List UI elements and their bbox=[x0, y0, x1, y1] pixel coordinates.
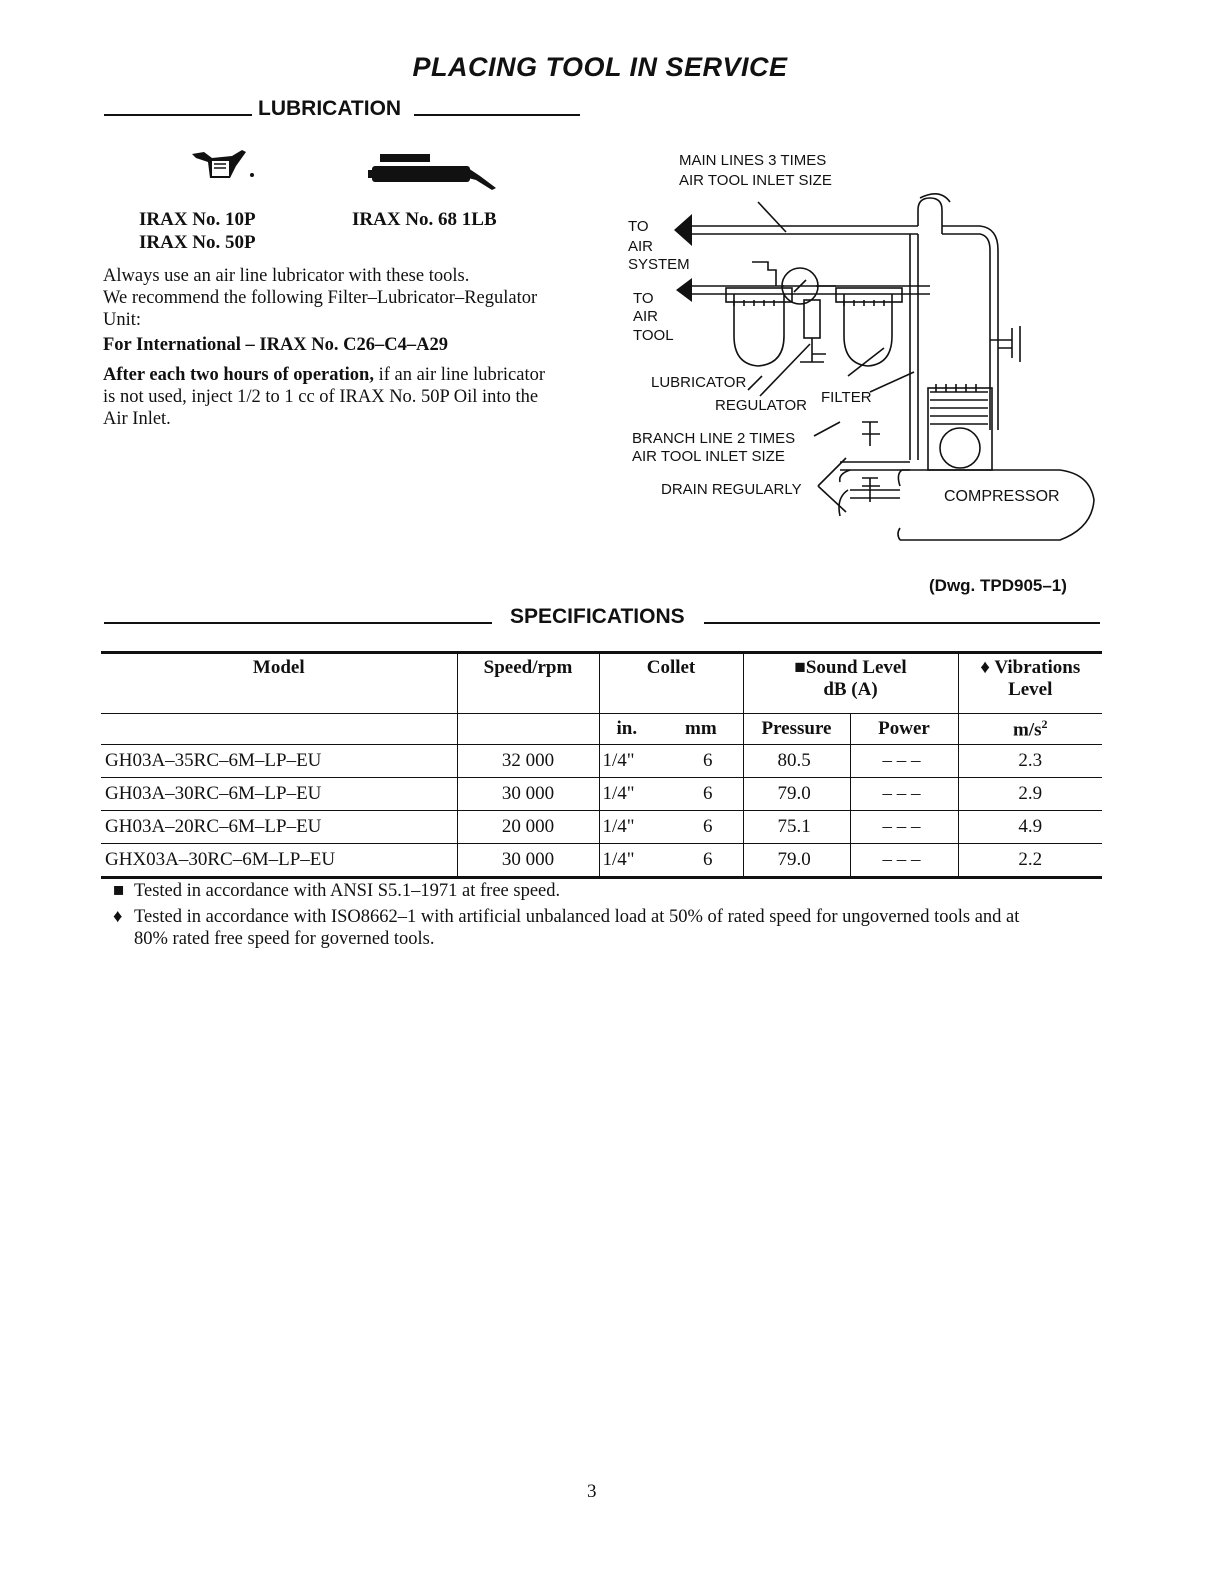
model-cell: GH03A–30RC–6M–LP–EU bbox=[105, 783, 322, 804]
sound-level-header bbox=[743, 653, 958, 714]
filter-label: FILTER bbox=[821, 389, 872, 406]
heading-rule-right bbox=[704, 622, 1100, 624]
regulator-label: REGULATOR bbox=[715, 397, 807, 414]
collet-mm-cell: 6 bbox=[703, 849, 713, 870]
speed-cell: 32 000 bbox=[457, 745, 599, 778]
empty-cell bbox=[457, 714, 599, 745]
sound-level-label: Sound Level bbox=[805, 657, 907, 678]
speed-cell: 30 000 bbox=[457, 778, 599, 811]
collet-mm-header: mm bbox=[685, 718, 717, 739]
speed-header: Speed/rpm bbox=[457, 653, 599, 714]
note-vibration-cont: 80% rated free speed for governed tools. bbox=[134, 929, 435, 949]
to-air-system-label-2: AIR bbox=[628, 238, 654, 255]
main-lines-label: MAIN LINES 3 TIMES bbox=[679, 152, 827, 169]
table-subheader-row bbox=[101, 714, 1102, 745]
collet-mm-cell: 6 bbox=[703, 816, 713, 837]
model-cell: GHX03A–30RC–6M–LP–EU bbox=[105, 849, 336, 870]
compressor-label: COMPRESSOR bbox=[944, 488, 1060, 505]
to-air-system-label: TO bbox=[628, 218, 649, 235]
page-title: PLACING TOOL IN SERVICE bbox=[412, 52, 788, 82]
specifications-heading: SPECIFICATIONS bbox=[510, 605, 685, 628]
instruction-line: Unit: bbox=[103, 310, 142, 330]
instruction-line bbox=[103, 364, 593, 386]
power-cell: – – – bbox=[850, 844, 958, 878]
vibration-unit-exponent: 2 bbox=[1041, 716, 1048, 731]
power-cell: – – – bbox=[850, 811, 958, 844]
drawing-number: (Dwg. TPD905–1) bbox=[929, 576, 1067, 595]
to-air-tool-label-3: TOOL bbox=[633, 327, 674, 344]
speed-cell: 30 000 bbox=[457, 844, 599, 878]
lubrication-instructions bbox=[103, 265, 593, 430]
grease-gun-icon bbox=[368, 152, 504, 192]
collet-in-cell: 1/4" bbox=[599, 745, 673, 778]
model-header: Model bbox=[252, 657, 305, 678]
instruction-line: Air Inlet. bbox=[103, 409, 171, 429]
vibration-cell: 2.9 bbox=[958, 778, 1102, 811]
instruction-line: is not used, inject 1/2 to 1 cc of IRAX No. 50P Oil into the bbox=[103, 387, 539, 407]
specifications-table bbox=[101, 651, 1102, 879]
lubrication-heading: LUBRICATION bbox=[258, 97, 402, 120]
drain-label: DRAIN REGULARLY bbox=[661, 481, 802, 498]
international-unit-label: For International – IRAX No. C26–C4–A29 bbox=[103, 335, 448, 355]
model-cell: GH03A–35RC–6M–LP–EU bbox=[105, 750, 322, 771]
lubricator-label: LUBRICATOR bbox=[651, 374, 747, 391]
collet-in-cell: 1/4" bbox=[599, 778, 673, 811]
note-marker-vibration: ♦ bbox=[113, 907, 123, 927]
vibrations-label: Vibrations bbox=[994, 657, 1081, 678]
to-air-tool-label: TO bbox=[633, 290, 654, 307]
vibration-marker: ♦ bbox=[980, 657, 990, 678]
note-marker-sound: ■ bbox=[113, 881, 125, 901]
instruction-emphasis: After each two hours of operation, bbox=[103, 365, 374, 385]
heading-rule-left bbox=[104, 114, 252, 116]
main-lines-label-2: AIR TOOL INLET SIZE bbox=[679, 172, 832, 189]
table-row bbox=[101, 745, 1102, 778]
table-header-row bbox=[101, 653, 1102, 714]
heading-rule-right bbox=[414, 114, 580, 116]
pressure-header: Pressure bbox=[743, 714, 850, 745]
power-cell: – – – bbox=[850, 778, 958, 811]
vibration-cell: 2.3 bbox=[958, 745, 1102, 778]
pressure-cell: 79.0 bbox=[743, 844, 850, 878]
sound-marker: ■ bbox=[794, 657, 806, 678]
collet-header: Collet bbox=[599, 653, 743, 714]
branch-line-label-2: AIR TOOL INLET SIZE bbox=[632, 448, 785, 465]
pressure-cell: 75.1 bbox=[743, 811, 850, 844]
note-sound: Tested in accordance with ANSI S5.1–1971 at free speed. bbox=[134, 881, 561, 901]
model-cell: GH03A–20RC–6M–LP–EU bbox=[105, 816, 322, 837]
oil-name-68-1lb: IRAX No. 68 1LB bbox=[352, 209, 497, 230]
oil-name-50p: IRAX No. 50P bbox=[139, 232, 256, 253]
vibration-unit-header bbox=[958, 714, 1102, 745]
collet-in-cell: 1/4" bbox=[599, 811, 673, 844]
vibration-unit: m/s bbox=[1013, 719, 1042, 741]
page-number: 3 bbox=[587, 1481, 597, 1502]
table-row bbox=[101, 778, 1102, 811]
to-air-tool-label-2: AIR bbox=[633, 308, 659, 325]
power-cell: – – – bbox=[850, 745, 958, 778]
vibration-cell: 2.2 bbox=[958, 844, 1102, 878]
oil-can-icon bbox=[190, 148, 260, 184]
instruction-line: Always use an air line lubricator with these tools. bbox=[103, 266, 470, 286]
speed-cell: 20 000 bbox=[457, 811, 599, 844]
collet-in-header: in. bbox=[599, 714, 673, 745]
pressure-cell: 79.0 bbox=[743, 778, 850, 811]
heading-rule-left bbox=[104, 622, 492, 624]
vibrations-level-label: Level bbox=[1008, 679, 1053, 700]
instruction-line: We recommend the following Filter–Lubricator–Regulator bbox=[103, 288, 538, 308]
pressure-cell: 80.5 bbox=[743, 745, 850, 778]
empty-cell bbox=[101, 714, 457, 745]
collet-mm-cell: 6 bbox=[703, 750, 713, 771]
collet-mm-cell: 6 bbox=[703, 783, 713, 804]
table-row bbox=[101, 844, 1102, 878]
table-row bbox=[101, 811, 1102, 844]
note-vibration: Tested in accordance with ISO8662–1 with artificial unbalanced load at 50% of rated speed for ungoverned tools and at bbox=[134, 907, 1020, 927]
branch-line-label: BRANCH LINE 2 TIMES bbox=[632, 430, 796, 447]
instruction-text: if an air line lubricator bbox=[373, 365, 546, 385]
power-header: Power bbox=[850, 714, 958, 745]
collet-in-cell: 1/4" bbox=[599, 844, 673, 878]
sound-unit: dB (A) bbox=[823, 679, 878, 700]
vibrations-header bbox=[958, 653, 1102, 714]
vibration-cell: 4.9 bbox=[958, 811, 1102, 844]
to-air-system-label-3: SYSTEM bbox=[628, 256, 690, 273]
oil-name-10p: IRAX No. 10P bbox=[139, 209, 256, 230]
